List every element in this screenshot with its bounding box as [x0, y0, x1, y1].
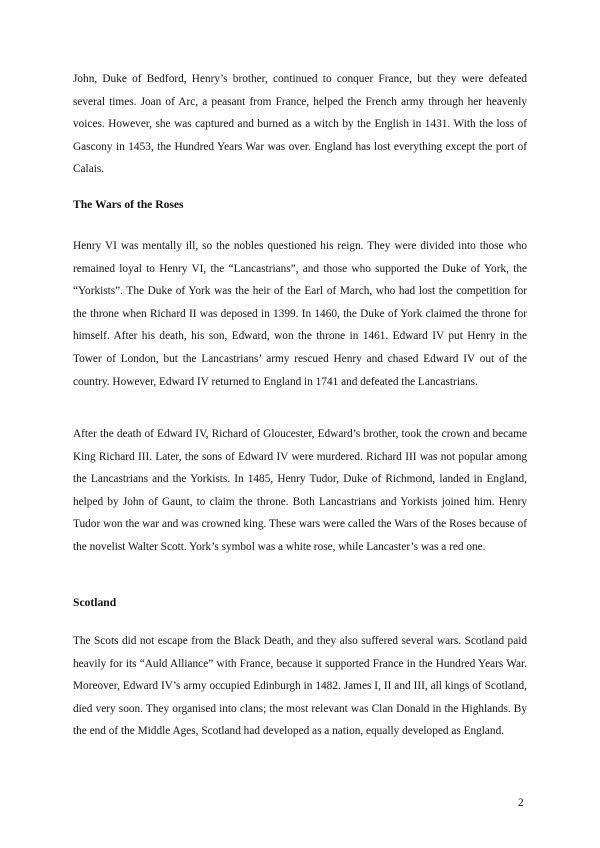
section-heading-wars-of-the-roses: The Wars of the Roses [73, 198, 184, 211]
page-number: 2 [518, 797, 524, 809]
paragraph-hundred-years-war: John, Duke of Bedford, Henry’s brother, continued to conquer France, but they were defeated several times. Joan of Arc, a peasant from France, helped the French army through her heavenly voices. However, she was captured and burned as a witch by the English in 1431. With the loss of Gascony in 1453, the Hundred Years War was over. England has lost everything except the port of Calais. [73, 73, 527, 176]
paragraph-richard-iii: After the death of Edward IV, Richard of Gloucester, Edward’s brother, took the crown and became King Richard III. Later, the sons of Edward IV were murdered. Richard III was not popular among the Lancastrians and the Yorkists. In 1485, Henry Tudor, Duke of Richmond, landed in England, helped by John of Gaunt, to claim the throne. Both Lancastrians and Yorkists joined him. Henry Tudor won the war and was crowned king. These wars were called the Wars of the Roses because of the novelist Walter Scott. York’s symbol was a white rose, while Lancaster’s was a red one. [73, 428, 527, 553]
paragraph-lancastrians-yorkists: Henry VI was mentally ill, so the nobles questioned his reign. They were divided into those who remained loyal to Henry VI, the “Lancastrians”, and those who supported the Duke of York, the “Yorkists”. The Duke of York was the heir of the Earl of March, who had lost the competition for the throne when Richard II was deposed in 1399. In 1460, the Duke of York claimed the throne for himself. After his death, his son, Edward, won the throne in 1461. Edward IV put Henry in the Tower of London, but the Lancastrians’ army rescued Henry and chased Edward IV out of the country. However, Edward IV returned to England in 1741 and defeated the Lancastrians. [73, 240, 527, 388]
paragraph-scotland: The Scots did not escape from the Black Death, and they also suffered several wars. Scotland paid heavily for its “Auld Alliance” with France, because it supported France in the Hundred Years War. Moreover, Edward IV’s army occupied Edinburgh in 1482. James I, II and III, all kings of Scotland, died very soon. They organised into clans; the most relevant was Clan Donald in the Highlands. By the end of the Middle Ages, Scotland had developed as a nation, equally developed as England. [73, 635, 527, 738]
section-heading-scotland: Scotland [73, 596, 117, 609]
